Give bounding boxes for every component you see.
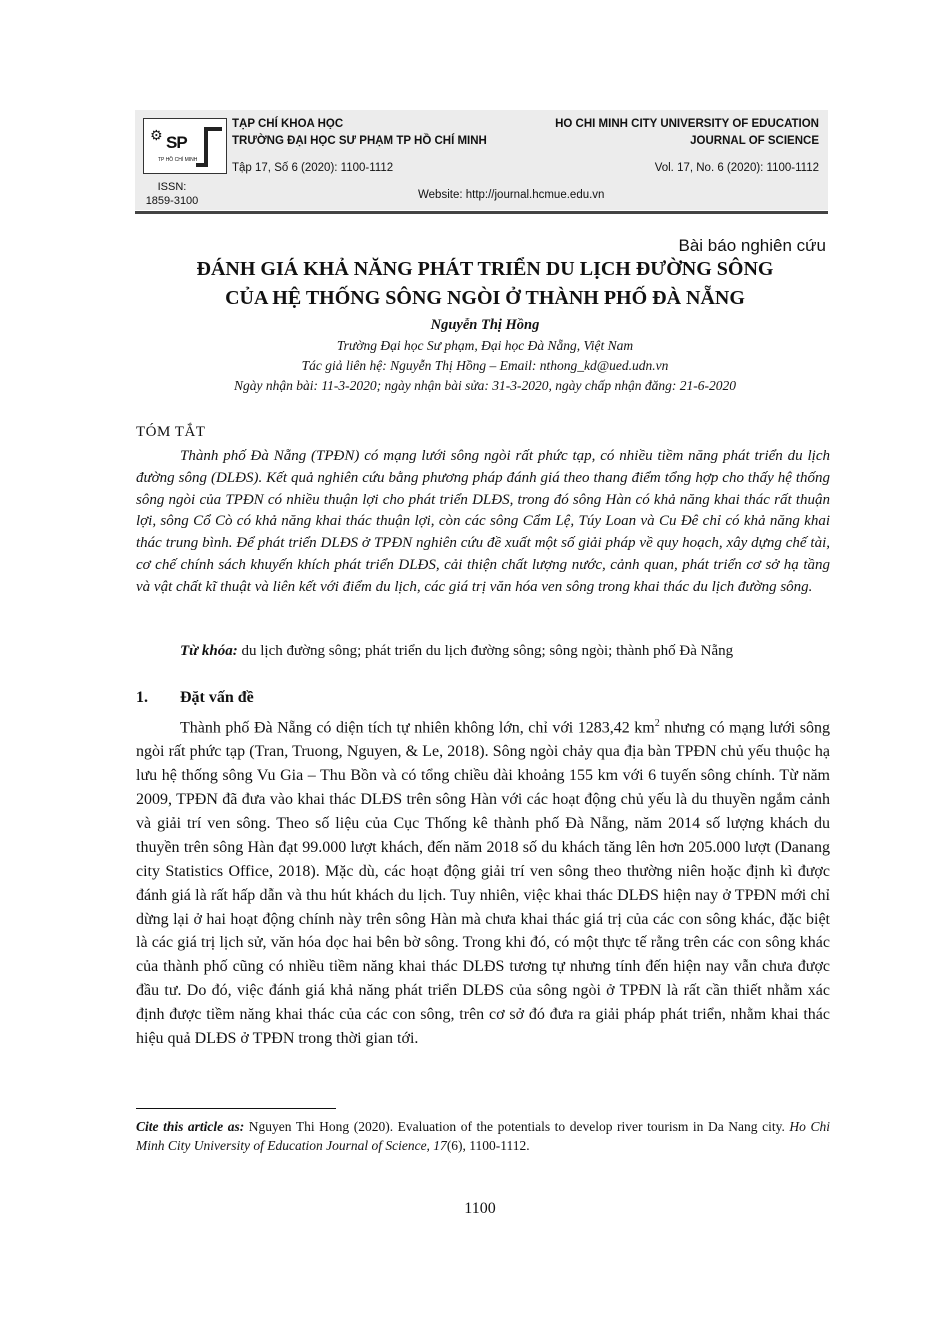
logo-bar xyxy=(196,163,208,167)
logo-bar xyxy=(204,127,222,131)
section-body xyxy=(136,712,830,1051)
volume-vn: Tập 17, Số 6 (2020): 1100-1112 xyxy=(232,162,394,174)
section-title: Đặt vấn đề xyxy=(180,689,254,706)
abstract-heading: TÓM TẮT xyxy=(136,424,206,440)
body-text-part-1: Thành phố Đà Nẵng có diện tích tự nhiên không lớn, chỉ với 1283,42 km xyxy=(180,719,655,737)
page-number: 1100 xyxy=(464,1200,496,1217)
journal-name-vn-2: TRƯỜNG ĐẠI HỌC SƯ PHẠM TP HỒ CHÍ MINH xyxy=(232,135,487,147)
journal-name-en-2: JOURNAL OF SCIENCE xyxy=(690,135,819,147)
gear-icon: ⚙ xyxy=(150,128,163,144)
author-affiliation: Trường Đại học Sư phạm, Đại học Đà Nẵng, Việt Nam xyxy=(336,338,634,353)
superscript: 2 xyxy=(654,718,660,729)
journal-name-vn-1: TẠP CHÍ KHOA HỌC xyxy=(232,118,344,130)
article-title-line-1: ĐÁNH GIÁ KHẢ NĂNG PHÁT TRIỂN DU LỊCH ĐƯỜNG SÔNG xyxy=(196,258,774,280)
corresponding-author: Tác giả liên hệ: Nguyễn Thị Hồng – Email: nthong_kd@ued.udn.vn xyxy=(301,358,669,373)
section-number: 1. xyxy=(136,689,148,706)
logo-bar xyxy=(204,127,208,167)
header-divider xyxy=(135,211,828,214)
submission-dates: Ngày nhận bài: 11-3-2020; ngày nhận bài sửa: 31-3-2020, ngày chấp nhận đăng: 21-6-2020 xyxy=(233,378,737,393)
abstract-text: Thành phố Đà Nẵng (TPĐN) có mạng lưới sông ngòi rất phức tạp, có nhiều tiềm năng phát triển du lịch đường sông (DLĐS). Kết quả nghiên cứu bằng phương pháp đánh giá theo thang điểm tổng hợp cho thấy hệ thống sông ngòi của TPĐN có nhiều thuận lợi cho phát triển DLĐS, trong đó sông Hàn có khả năng khai thác rất thuận lợi, sông Cổ Cò có khả năng khai thác thuận lợi, còn các sông Cẩm Lệ, Túy Loan và Cu Đê chỉ có khả năng khai thác trung bình. Để phát triển DLĐS ở TPĐN nghiên cứu đề xuất một số giải pháp về quy hoạch, xây dựng chế tài, cơ chế chính sách khuyến khích phát triển DLĐS, cải thiện chất lượng nước, cảnh quan, phát triển cơ sở hạ tầng và vật chất kĩ thuật và liên kết với điểm du lịch, các giá trị văn hóa ven sông trong khai thác du lịch đường sông. xyxy=(136,448,830,595)
author-name: Nguyễn Thị Hồng xyxy=(430,317,540,333)
keywords-label: Từ khóa: xyxy=(180,643,238,659)
body-text-part-2: nhưng có mạng lưới sông ngòi rất phức tạp (Tran, Truong, Nguyen, & Le, 2018). Sông ngòi chảy qua địa bàn TPĐN chủ yếu thuộc hạ lưu hệ thống sông Vu Gia – Thu Bồn và có tổng chiều dài khoảng 155 km với 6 tuyến sông chính. Từ năm 2009, TPĐN đã đưa vào khai thác DLĐS trên sông Hàn với các hoạt động chủ yếu là du thuyền ngắm cảnh và giải trí ven sông. Theo số liệu của Cục Thống kê thành phố Đà Nẵng, năm 2014 số lượng khách du thuyền trên sông Hàn đạt 99.000 lượt khách, đến năm 2018 số du khách tăng lên hơn 205.000 lượt (Danang city Statistics Office, 2018). Mặc dù, các hoạt động giải trí ven sông theo thường niên hoặc định kì được đánh giá là rất hấp dẫn và thu hút khách du lịch. Tuy nhiên, việc khai thác DLĐS hiện nay ở TPĐN mới chỉ dừng lại ở hai hoạt động chính này trên sông Hàn mà chưa khai thác giá trị của các con sông khác, đặc biệt là các giá trị lịch sử, văn hóa dọc hai bên bờ sông. Trong khi đó, có một thực tế rằng trên các con sông khác của thành phố cũng có nhiều tiềm năng khai thác DLĐS tương tự nhưng tính đến hiện nay vẫn chưa được đầu tư. Do đó, việc đánh giá khả năng phát triển DLĐS của sông ngòi ở TPĐN là rất cần thiết nhằm xác định được tiềm năng khai thác của các con sông, trên cơ sở đó đưa ra giải pháp phát triển, nhằm khai thác hiệu quả DLĐS ở TPĐN trong thời gian tới. xyxy=(136,719,831,1048)
footnote-divider xyxy=(136,1108,336,1109)
citation-label: Cite this article as: xyxy=(136,1119,245,1134)
citation-journal: Ho Chi Minh City University of Education Journal of Science, 17 xyxy=(136,1119,830,1153)
article-title-line-2: CỦA HỆ THỐNG SÔNG NGÒI Ở THÀNH PHỐ ĐÀ NẴNG xyxy=(225,287,745,309)
citation-footnote xyxy=(136,1117,830,1155)
journal-website[interactable]: Website: http://journal.hcmue.edu.vn xyxy=(418,189,605,201)
issn-label: ISSN: xyxy=(157,181,187,193)
journal-name-en-1: HO CHI MINH CITY UNIVERSITY OF EDUCATION xyxy=(555,118,819,130)
university-logo xyxy=(143,118,227,174)
issn-value: 1859-3100 xyxy=(145,195,199,207)
logo-text: SP xyxy=(166,133,187,152)
citation-text: Nguyen Thi Hong (2020). Evaluation of the potentials to develop river tourism in Da Nang city. xyxy=(244,1119,790,1134)
keywords-list: du lịch đường sông; phát triển du lịch đường sông; sông ngòi; thành phố Đà Nẵng xyxy=(237,643,734,659)
issn xyxy=(142,180,202,208)
logo-bottom-label: TP HỒ CHÍ MINH xyxy=(158,157,198,163)
citation-pages: (6), 1100-1112. xyxy=(446,1138,530,1153)
section-heading xyxy=(136,689,254,707)
article-type: Bài báo nghiên cứu xyxy=(678,236,826,255)
volume-en: Vol. 17, No. 6 (2020): 1100-1112 xyxy=(654,162,819,174)
keywords xyxy=(180,643,733,660)
